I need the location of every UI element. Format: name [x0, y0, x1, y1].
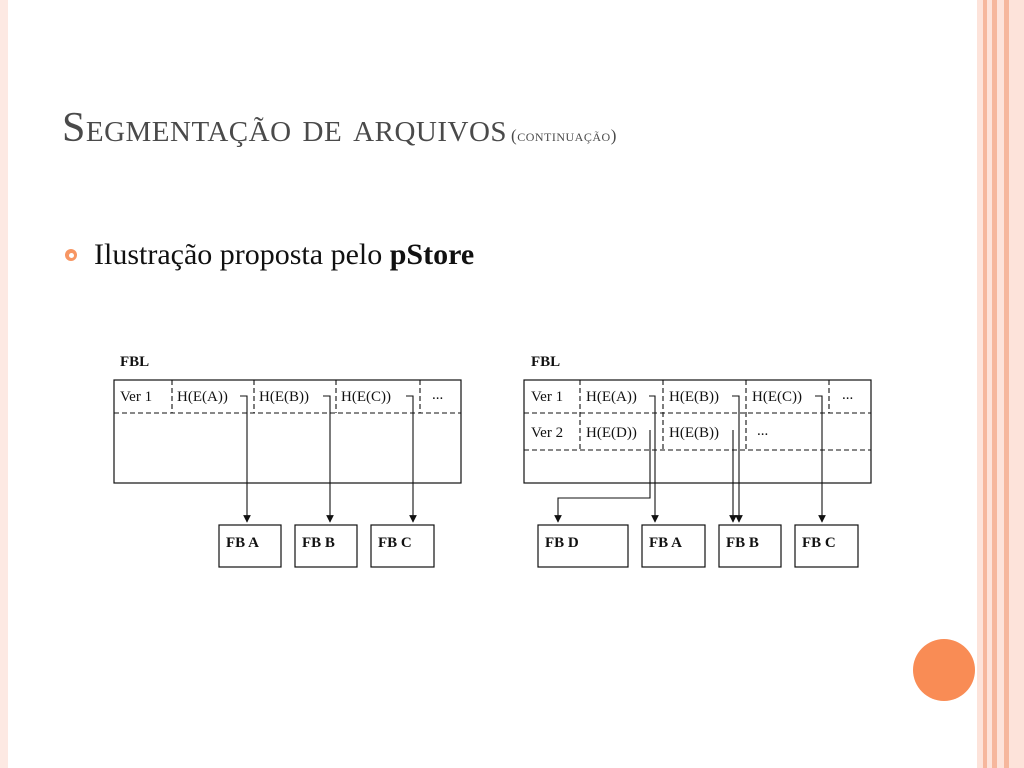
right-fbl-label: FBL: [531, 354, 561, 370]
left-block-b-label: FB B: [302, 535, 335, 551]
right-cell-r1-hash-a: H(E(A)): [586, 389, 637, 405]
slide-title-main: Segmentação de arquivos: [62, 105, 508, 151]
right-cell-r1-ellipsis: ...: [842, 387, 854, 403]
right-block-a-label: FB A: [649, 535, 682, 551]
bullet-text-bold: pStore: [389, 238, 475, 271]
right-cell-r1-hash-c: H(E(C)): [752, 389, 802, 405]
left-cell-hash-a: H(E(A)): [177, 389, 228, 405]
left-cell-ellipsis: ...: [432, 387, 444, 403]
right-cell-ver2: Ver 2: [531, 425, 564, 441]
decorative-circle: [913, 639, 975, 701]
left-block-c-label: FB C: [378, 535, 412, 551]
right-cell-r2-hash-b: H(E(B)): [669, 425, 719, 441]
left-fbl: [114, 354, 461, 567]
right-cell-r2-hash-d: H(E(D)): [586, 425, 637, 441]
right-cell-r1-hash-b: H(E(B)): [669, 389, 719, 405]
right-block-d-label: FB D: [545, 535, 579, 551]
left-fbl-label: FBL: [120, 354, 150, 370]
slide-title-sub: (continuação): [511, 126, 617, 145]
left-cell-hash-b: H(E(B)): [259, 389, 309, 405]
bullet-text-normal: Ilustração proposta pelo: [94, 238, 390, 271]
right-block-b-label: FB B: [726, 535, 759, 551]
left-cell-ver1: Ver 1: [120, 389, 153, 405]
right-cell-r2-ellipsis: ...: [757, 423, 769, 439]
right-fbl: [524, 354, 871, 567]
left-block-a-label: FB A: [226, 535, 259, 551]
right-cell-ver1: Ver 1: [531, 389, 564, 405]
right-block-c-label: FB C: [802, 535, 836, 551]
left-cell-hash-c: H(E(C)): [341, 389, 391, 405]
